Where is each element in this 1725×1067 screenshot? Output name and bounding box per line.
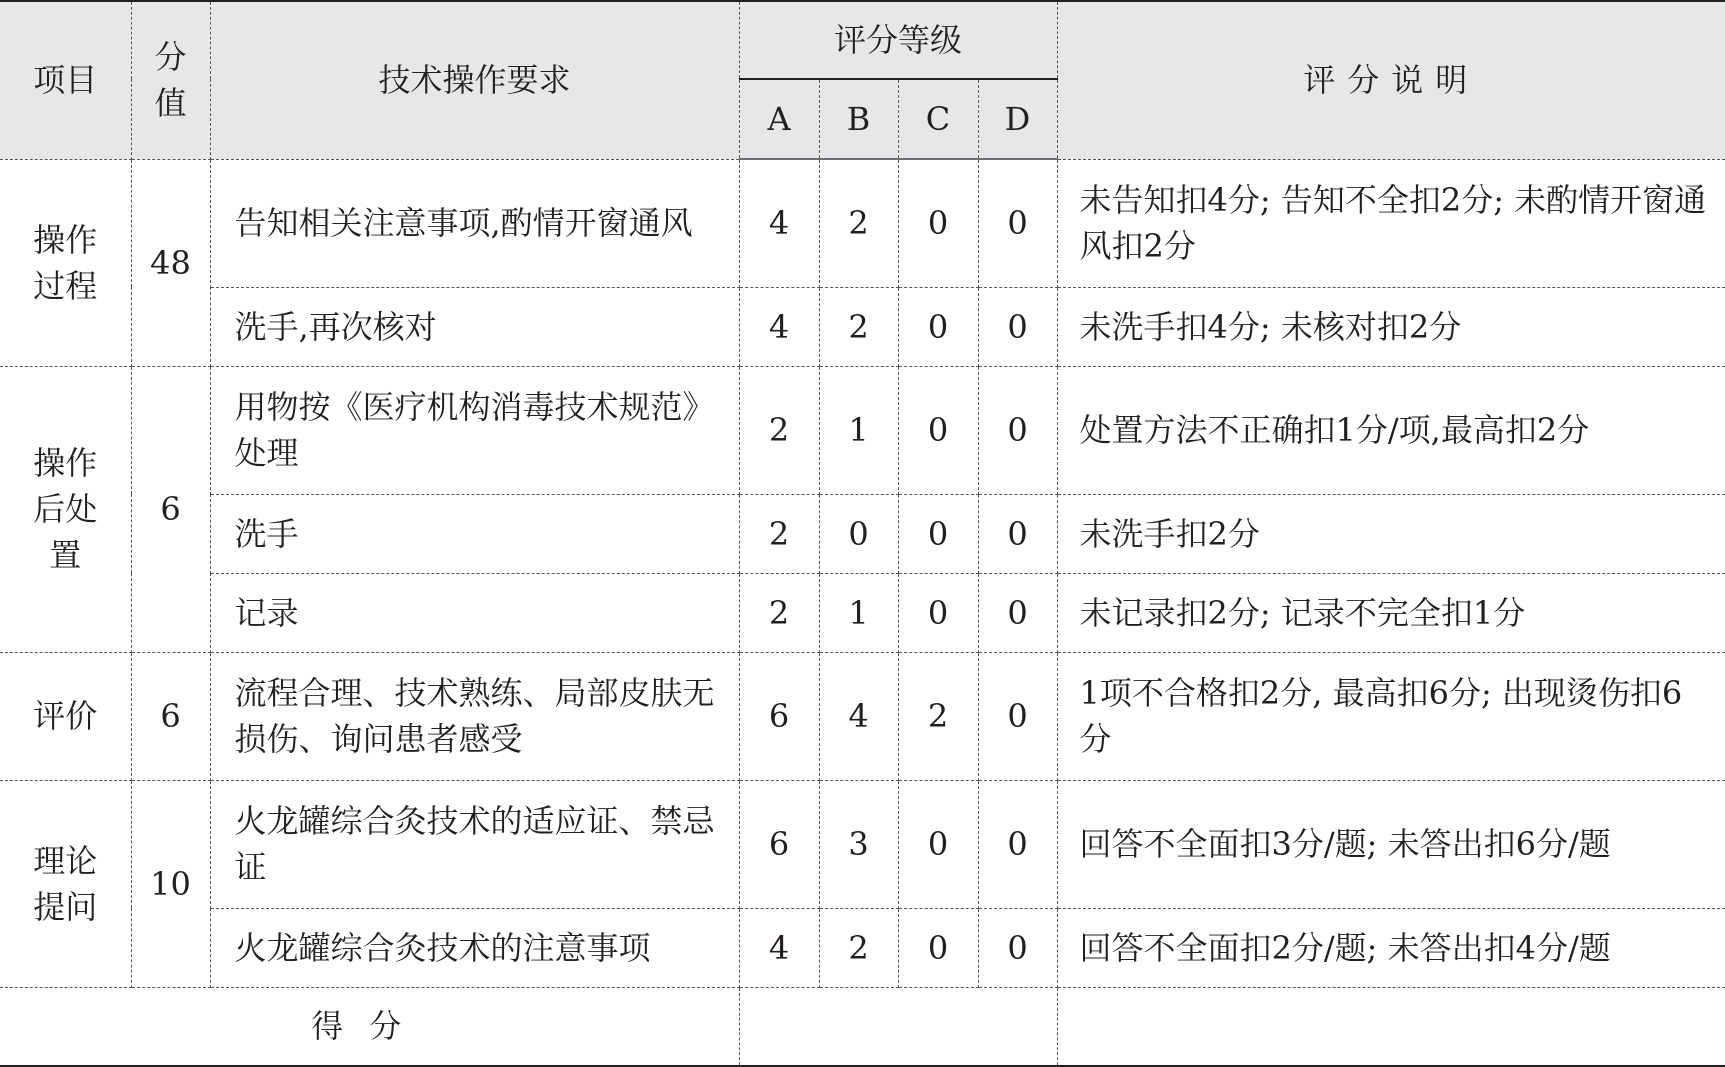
header-grade-level: 评分等级 [739,1,1057,79]
grade-d-cell: 0 [978,908,1057,987]
header-requirement: 技术操作要求 [210,1,739,159]
requirement-cell: 火龙罐综合灸技术的注意事项 [210,908,739,987]
grade-b-cell: 1 [819,366,898,494]
header-grade-b: B [819,79,898,159]
explanation-cell: 1项不合格扣2分, 最高扣6分; 出现烫伤扣6分 [1057,652,1725,780]
explanation-cell: 回答不全面扣3分/题; 未答出扣6分/题 [1057,780,1725,908]
requirement-cell: 用物按《医疗机构消毒技术规范》处理 [210,366,739,494]
grade-c-cell: 0 [898,287,978,366]
grade-d-cell: 0 [978,573,1057,652]
requirement-cell: 告知相关注意事项,酌情开窗通风 [210,159,739,287]
header-score [131,1,210,159]
section-project [0,366,131,652]
section-project-text: 理论提问 [33,841,98,926]
grade-b-cell: 0 [819,494,898,573]
grade-d-cell: 0 [978,494,1057,573]
grade-a-cell: 6 [739,652,819,780]
grade-a-cell: 2 [739,366,819,494]
grade-a-cell: 2 [739,573,819,652]
table-row [0,287,1725,366]
section-score: 6 [131,366,210,652]
grade-b-cell: 4 [819,652,898,780]
grade-d-cell: 0 [978,366,1057,494]
header-score-text: 分值 [154,38,187,123]
grade-a-cell: 4 [739,159,819,287]
grade-d-cell: 0 [978,652,1057,780]
grade-c-cell: 0 [898,366,978,494]
section-score: 10 [131,780,210,987]
requirement-cell: 洗手 [210,494,739,573]
table-row [0,366,1725,494]
total-note [1057,987,1725,1066]
total-row [0,987,1725,1066]
explanation-cell: 未洗手扣4分; 未核对扣2分 [1057,287,1725,366]
requirement-cell: 火龙罐综合灸技术的适应证、禁忌证 [210,780,739,908]
header-grade-a: A [739,79,819,159]
grade-c-cell: 0 [898,908,978,987]
grade-a-cell: 4 [739,908,819,987]
explanation-cell: 未洗手扣2分 [1057,494,1725,573]
section-score: 48 [131,159,210,366]
section-project-text: 操作过程 [33,220,98,305]
table-row [0,780,1725,908]
grade-c-cell: 0 [898,780,978,908]
section-score: 6 [131,652,210,780]
grade-d-cell: 0 [978,159,1057,287]
table-row [0,573,1725,652]
table-row [0,652,1725,780]
explanation-cell: 回答不全面扣2分/题; 未答出扣4分/题 [1057,908,1725,987]
section-project-text: 操作后处置 [33,444,98,574]
total-label: 得分 [0,987,739,1066]
grade-b-cell: 1 [819,573,898,652]
header-project: 项目 [0,1,131,159]
header-grade-d: D [978,79,1057,159]
grade-b-cell: 2 [819,908,898,987]
grade-d-cell: 0 [978,780,1057,908]
grade-b-cell: 2 [819,287,898,366]
grade-a-cell: 4 [739,287,819,366]
requirement-cell: 洗手,再次核对 [210,287,739,366]
header-explanation: 评分说明 [1057,1,1725,159]
grade-d-cell: 0 [978,287,1057,366]
requirement-cell: 流程合理、技术熟练、局部皮肤无损伤、询问患者感受 [210,652,739,780]
table-row [0,494,1725,573]
header-grade-c: C [898,79,978,159]
section-project: 评价 [0,652,131,780]
grade-c-cell: 0 [898,573,978,652]
table-row [0,159,1725,287]
grade-b-cell: 3 [819,780,898,908]
grade-b-cell: 2 [819,159,898,287]
grade-a-cell: 2 [739,494,819,573]
header-row-1 [0,1,1725,79]
grade-a-cell: 6 [739,780,819,908]
section-project [0,780,131,987]
section-project [0,159,131,366]
requirement-cell: 记录 [210,573,739,652]
explanation-cell: 未记录扣2分; 记录不完全扣1分 [1057,573,1725,652]
explanation-cell: 未告知扣4分; 告知不全扣2分; 未酌情开窗通风扣2分 [1057,159,1725,287]
grade-c-cell: 2 [898,652,978,780]
grade-c-cell: 0 [898,494,978,573]
explanation-cell: 处置方法不正确扣1分/项,最高扣2分 [1057,366,1725,494]
grade-c-cell: 0 [898,159,978,287]
total-value [739,987,1057,1066]
table-row [0,908,1725,987]
